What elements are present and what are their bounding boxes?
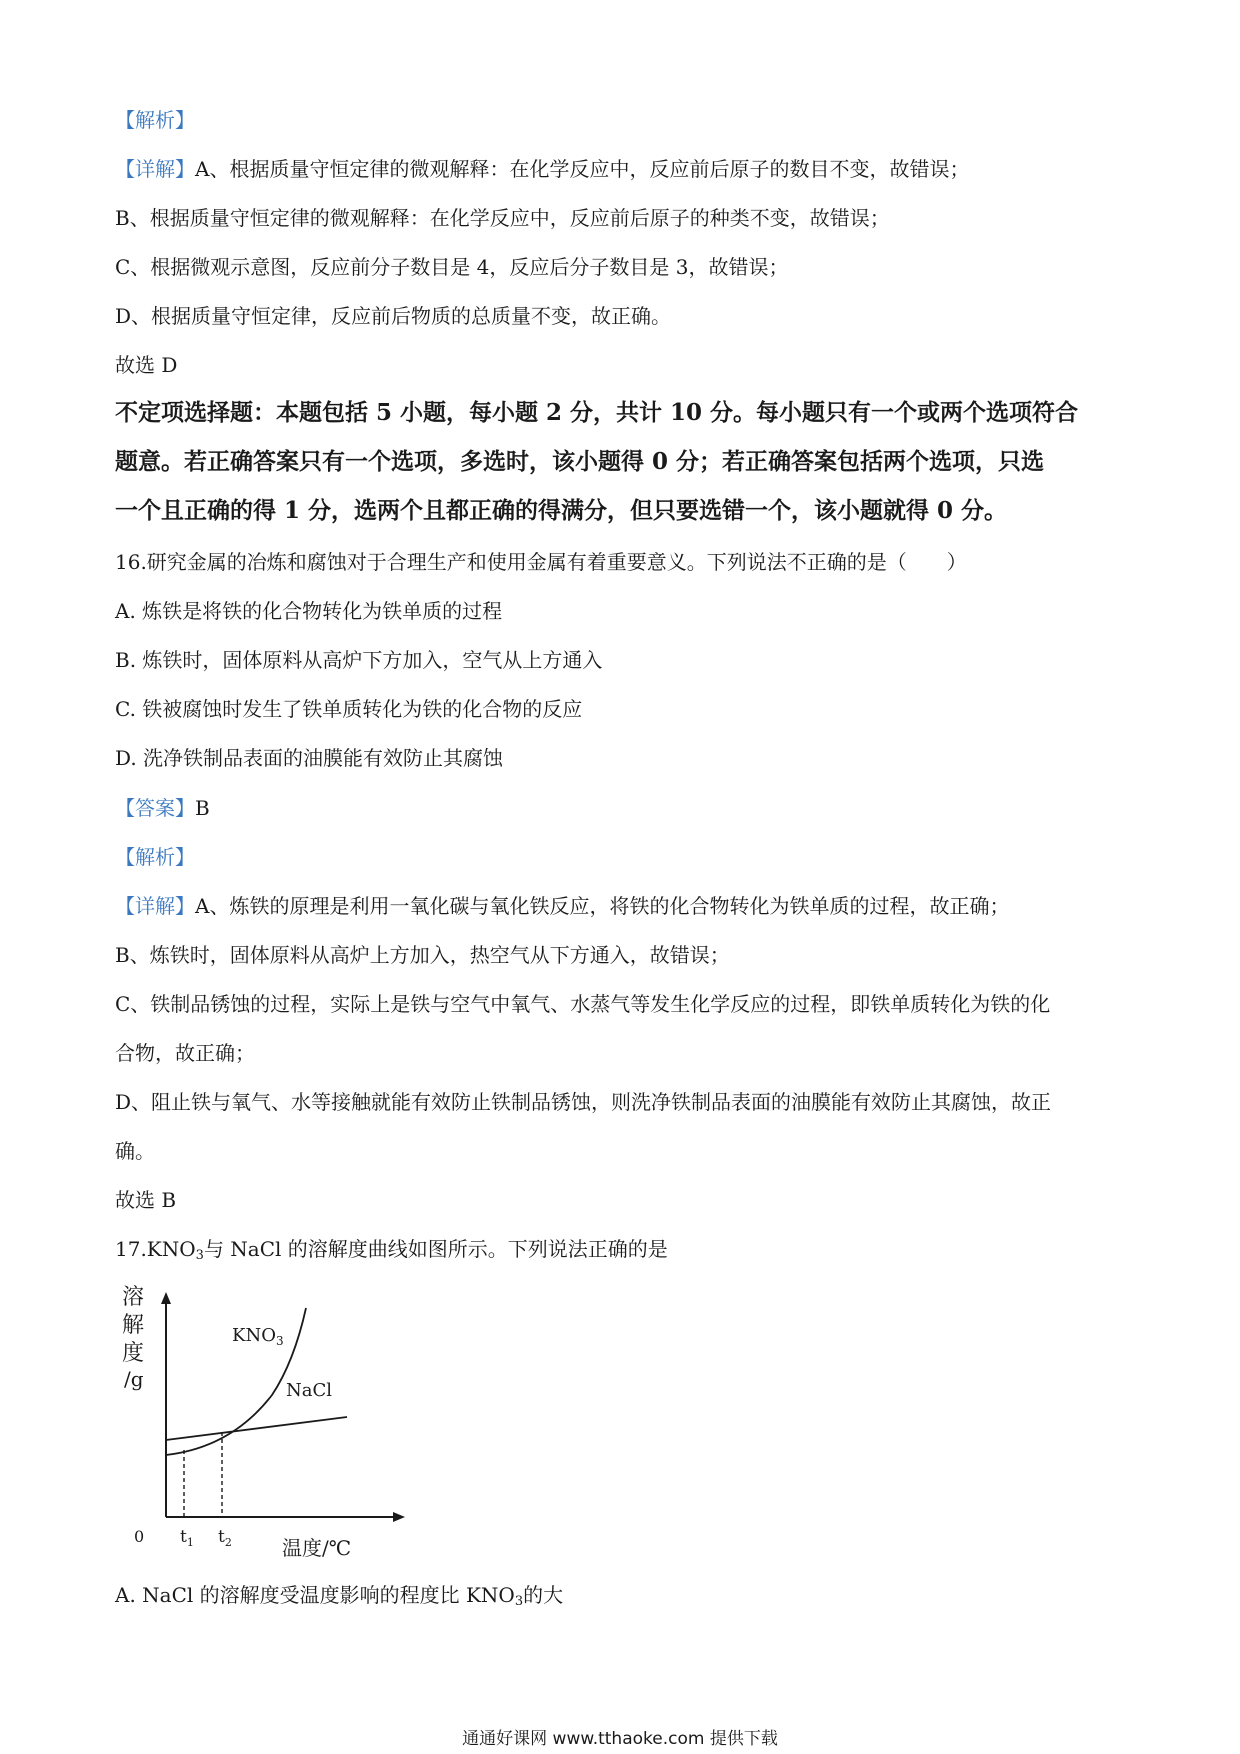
q16-detail-c1: C、铁制品锈蚀的过程，实际上是铁与空气中氧气、水蒸气等发生化学反应的过程，即铁单质转化为铁的化: [115, 992, 1051, 1016]
q16-option-a: A. 炼铁是将铁的化合物转化为铁单质的过程: [115, 599, 503, 623]
detail-d: D、根据质量守恒定律，反应前后物质的总质量不变，故正确。: [115, 304, 672, 328]
q16-detail-a-text: A、炼铁的原理是利用一氧化碳与氧化铁反应，将铁的化合物转化为铁单质的过程，故正确；: [195, 894, 1010, 918]
origin-label: 0: [134, 1527, 145, 1546]
q17-option-a-sub: 3: [514, 1594, 524, 1609]
q16-analysis-tag: 【解析】: [115, 845, 195, 869]
q16-option-d: D. 洗净铁制品表面的油膜能有效防止其腐蚀: [115, 746, 504, 770]
analysis-tag: 【解析】: [115, 108, 195, 132]
q16-answer: [115, 795, 210, 821]
answer-value: B: [195, 796, 210, 820]
series-label-nacl: NaCl: [286, 1380, 333, 1401]
q16-detail-a: [115, 893, 1009, 919]
footer-text: 通通好课网 www.tthaoke.com 提供下载: [462, 1729, 778, 1749]
y-label-char-1: 溶: [122, 1285, 145, 1310]
instructions-line-1: 不定项选择题：本题包括 5 小题，每小题 2 分，共计 10 分。每小题只有一个或两个选项符合: [115, 399, 1079, 426]
series-label-kno3: $KNO_3$: [232, 1325, 284, 1348]
x-axis-arrow-icon: [393, 1512, 405, 1522]
conclusion: 故选 D: [115, 353, 178, 377]
instructions-line-3: 一个且正确的得 1 分，选两个且都正确的得满分，但只要选错一个，该小题就得 0 分。: [115, 497, 1008, 524]
q16-detail-d1: D、阻止铁与氧气、水等接触就能有效防止铁制品锈蚀，则洗净铁制品表面的油膜能有效防止其腐蚀，故正: [115, 1090, 1052, 1114]
q16-detail-c2: 合物，故正确；: [115, 1041, 255, 1065]
q17-option-a-pre: A. NaCl 的溶解度受温度影响的程度比 KNO: [115, 1583, 515, 1607]
solubility-chart: [110, 1280, 430, 1560]
y-label-char-3: 度: [122, 1341, 145, 1366]
answer-tag: 【答案】: [115, 796, 195, 820]
q17-stem-sub: 3: [195, 1248, 204, 1263]
detail-c: C、根据微观示意图，反应前分子数目是 4，反应后分子数目是 3，故错误；: [115, 255, 789, 279]
instructions-line-2: 题意。若正确答案只有一个选项，多选时，该小题得 0 分；若正确答案包括两个选项，只选: [115, 448, 1045, 475]
q16-detail-tag: 【详解】: [115, 894, 195, 918]
tick-label-t1: $t_1$: [180, 1527, 194, 1549]
y-axis-arrow-icon: [161, 1292, 171, 1304]
q16-conclusion: 故选 B: [115, 1188, 177, 1212]
q17-option-a-post: 的大: [523, 1583, 564, 1607]
detail-a-text: A、根据质量守恒定律的微观解释：在化学反应中，反应前后原子的数目不变，故错误；: [195, 157, 970, 181]
detail-b: B、根据质量守恒定律的微观解释：在化学反应中，反应前后原子的种类不变，故错误；: [115, 206, 890, 230]
x-axis-label: 温度/℃: [282, 1536, 352, 1560]
q16-option-b: B. 炼铁时，固体原料从高炉下方加入，空气从上方通入: [115, 648, 603, 672]
y-label-char-4: /g: [124, 1367, 144, 1391]
detail-tag: 【详解】: [115, 157, 195, 181]
q16-stem: 16.研究金属的冶炼和腐蚀对于合理生产和使用金属有着重要意义。下列说法不正确的是（ ）: [115, 550, 967, 574]
q16-detail-b: B、炼铁时，固体原料从高炉上方加入，热空气从下方通入，故错误；: [115, 943, 730, 967]
y-label-char-2: 解: [122, 1313, 145, 1338]
tick-label-t2: $t_2$: [218, 1527, 232, 1549]
detail-a: [115, 156, 969, 182]
q17-stem: [115, 1236, 668, 1269]
q16-detail-d2: 确。: [115, 1139, 155, 1163]
q17-stem-pre: 17.KNO: [115, 1237, 196, 1261]
q17-option-a: [115, 1582, 563, 1615]
q16-option-c: C. 铁被腐蚀时发生了铁单质转化为铁的化合物的反应: [115, 697, 583, 721]
q17-stem-post: 与 NaCl 的溶解度曲线如图所示。下列说法正确的是: [203, 1237, 668, 1261]
series-line-nacl: [166, 1417, 347, 1440]
